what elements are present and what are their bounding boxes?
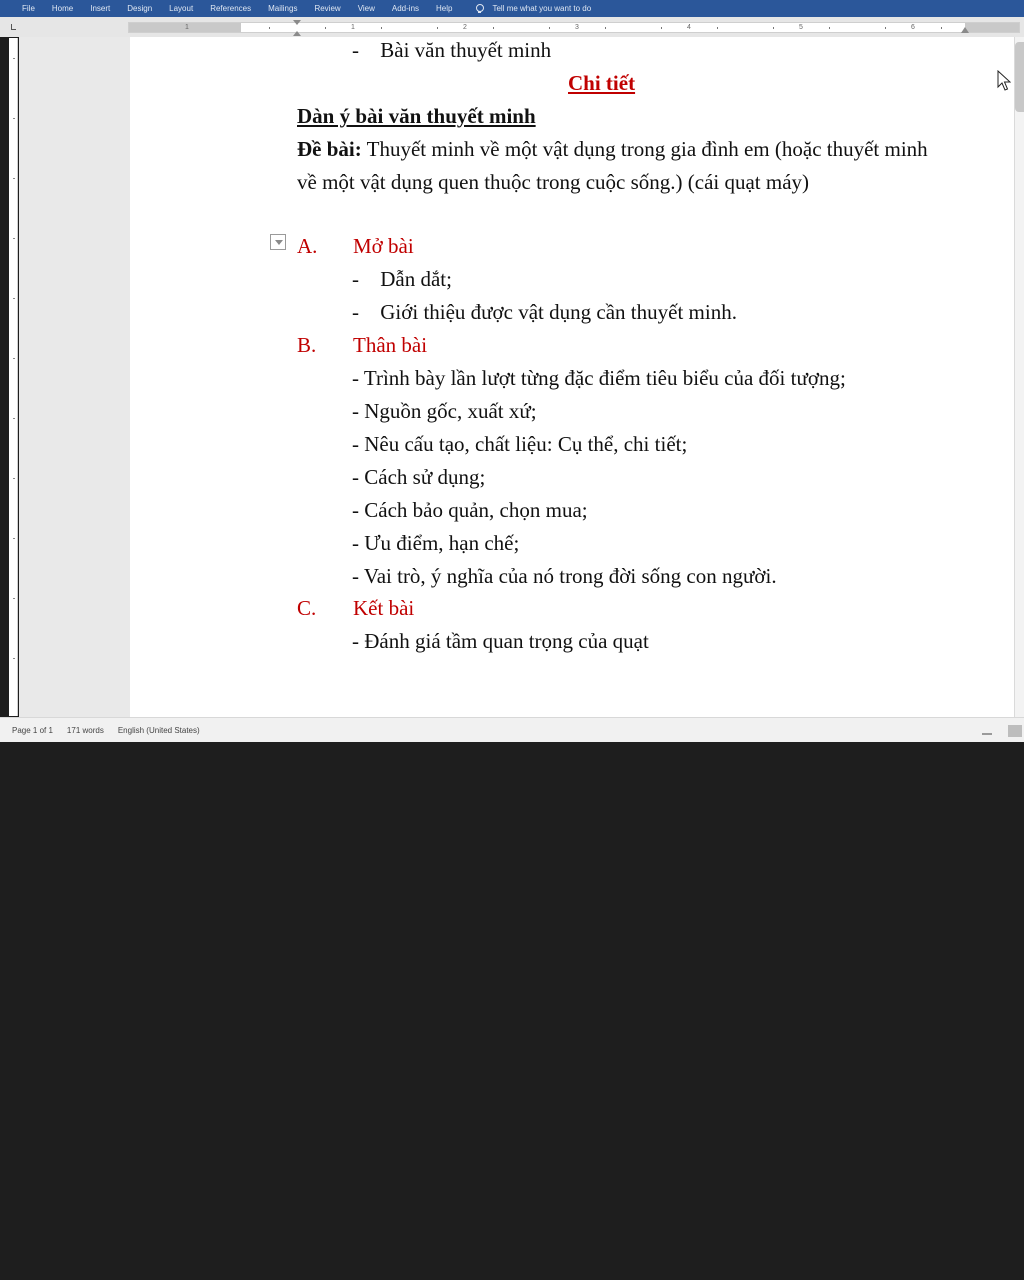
- tab-view[interactable]: View: [357, 4, 375, 13]
- ruler-tick: [493, 27, 494, 29]
- ruler-number: 6: [911, 24, 915, 31]
- section-title: Thân bài: [353, 333, 428, 357]
- section-b-heading[interactable]: [297, 333, 428, 357]
- ruler-number: 1: [351, 24, 355, 31]
- tab-help[interactable]: Help: [436, 4, 453, 13]
- focus-mode-icon[interactable]: [982, 727, 992, 735]
- list-item[interactable]: - Đánh giá tầm quan trọng của quạt: [352, 629, 649, 653]
- ruler-number: 3: [575, 24, 579, 31]
- collapse-arrow-icon[interactable]: [270, 234, 286, 250]
- de-bai-text: Thuyết minh về một vật dụng trong gia đình em (hoặc thuyết minh: [361, 137, 928, 161]
- ruler-tick: [13, 538, 15, 539]
- indent-marker-icon[interactable]: [293, 20, 301, 36]
- section-letter: B.: [297, 333, 317, 357]
- ruler-tick: [13, 478, 15, 479]
- ruler-tick: [717, 27, 718, 29]
- list-item[interactable]: [352, 300, 737, 324]
- ruler-right-margin: [965, 23, 1019, 32]
- tab-design[interactable]: Design: [127, 4, 153, 13]
- tab-mailings[interactable]: Mailings: [268, 4, 298, 13]
- mouse-cursor-icon: [997, 70, 1011, 92]
- lightbulb-icon: [475, 4, 484, 14]
- ruler-number: 1: [185, 24, 189, 31]
- language-indicator[interactable]: English (United States): [117, 725, 200, 735]
- ruler-tick: [13, 358, 15, 359]
- tab-selector-icon[interactable]: [11, 24, 16, 30]
- page-count[interactable]: Page 1 of 1: [12, 725, 53, 735]
- section-letter: C.: [297, 596, 317, 620]
- bullet-text: Giới thiệu được vật dụng cần thuyết minh.: [380, 300, 737, 324]
- ruler-tick: [13, 598, 15, 599]
- right-indent-marker-icon[interactable]: [961, 27, 969, 33]
- intro-bullet[interactable]: [352, 38, 551, 62]
- heading-dan-y[interactable]: Dàn ý bài văn thuyết minh: [297, 104, 536, 128]
- list-item[interactable]: - Trình bày lần lượt từng đặc điểm tiêu biểu của đối tượng;: [352, 366, 846, 390]
- list-item[interactable]: - Nêu cấu tạo, chất liệu: Cụ thể, chi tiết;: [352, 432, 688, 456]
- ruler-tick: [941, 27, 942, 29]
- ruler-tick: [13, 238, 15, 239]
- list-item[interactable]: - Ưu điểm, hạn chế;: [352, 531, 520, 555]
- list-item[interactable]: - Nguồn gốc, xuất xứ;: [352, 399, 537, 423]
- bullet-dash: -: [352, 267, 359, 291]
- ruler-number: 5: [799, 24, 803, 31]
- word-count[interactable]: 171 words: [66, 725, 104, 735]
- tab-add-ins[interactable]: Add-ins: [391, 4, 420, 13]
- section-c-heading[interactable]: [297, 596, 415, 620]
- horizontal-ruler-bar: [0, 17, 1024, 37]
- ruler-tick: [773, 27, 774, 29]
- tell-me-label: Tell me what you want to do: [492, 4, 592, 13]
- tab-layout[interactable]: Layout: [169, 4, 194, 13]
- list-item[interactable]: - Cách bảo quản, chọn mua;: [352, 498, 588, 522]
- tab-references[interactable]: References: [210, 4, 252, 13]
- ruler-number: 2: [463, 24, 467, 31]
- ruler-number: 4: [687, 24, 691, 31]
- background-area: [0, 742, 1024, 1280]
- section-title: Mở bài: [353, 234, 414, 258]
- ruler-tick: [661, 27, 662, 29]
- ruler-tick: [549, 27, 550, 29]
- ribbon-tab-bar: [0, 0, 1024, 17]
- ruler-tick: [269, 27, 270, 29]
- ruler-tick: [381, 27, 382, 29]
- de-bai-line-1[interactable]: [297, 137, 928, 161]
- de-bai-label: Đề bài:: [297, 137, 362, 161]
- ruler-tick: [13, 658, 15, 659]
- tab-home[interactable]: Home: [51, 4, 74, 13]
- print-layout-icon[interactable]: [1008, 725, 1022, 737]
- ruler-tick: [437, 27, 438, 29]
- bullet-text: Bài văn thuyết minh: [380, 38, 552, 62]
- section-a-heading[interactable]: [297, 234, 414, 258]
- ruler-tick: [13, 58, 15, 59]
- list-item[interactable]: - Vai trò, ý nghĩa của nó trong đời sống con người.: [352, 564, 777, 588]
- ruler-tick: [325, 27, 326, 29]
- vertical-ruler[interactable]: [9, 38, 18, 716]
- de-bai-line-2[interactable]: về một vật dụng quen thuộc trong cuộc sống.) (cái quạt máy): [297, 170, 810, 194]
- status-bar: [0, 717, 1024, 742]
- tab-review[interactable]: Review: [314, 4, 341, 13]
- section-title: Kết bài: [353, 596, 415, 620]
- ruler-tick: [13, 118, 15, 119]
- ruler-tick: [605, 27, 606, 29]
- bullet-dash: -: [352, 38, 359, 62]
- bullet-dash: -: [352, 300, 359, 324]
- tell-me-search[interactable]: [475, 4, 591, 14]
- ruler-tick: [13, 178, 15, 179]
- ruler-tick: [829, 27, 830, 29]
- tab-insert[interactable]: Insert: [90, 4, 111, 13]
- tab-file[interactable]: File: [22, 4, 35, 13]
- ruler-tick: [13, 298, 15, 299]
- scrollbar-thumb[interactable]: [1015, 42, 1024, 112]
- section-letter: A.: [297, 234, 318, 258]
- list-item[interactable]: - Cách sử dụng;: [352, 465, 486, 489]
- bullet-text: Dẫn dắt;: [380, 267, 452, 291]
- heading-chi-tiet[interactable]: Chi tiết: [568, 71, 636, 95]
- horizontal-ruler[interactable]: [128, 22, 1020, 33]
- ruler-tick: [13, 418, 15, 419]
- vertical-scrollbar[interactable]: [1014, 37, 1024, 717]
- ruler-tick: [885, 27, 886, 29]
- list-item[interactable]: [352, 267, 452, 291]
